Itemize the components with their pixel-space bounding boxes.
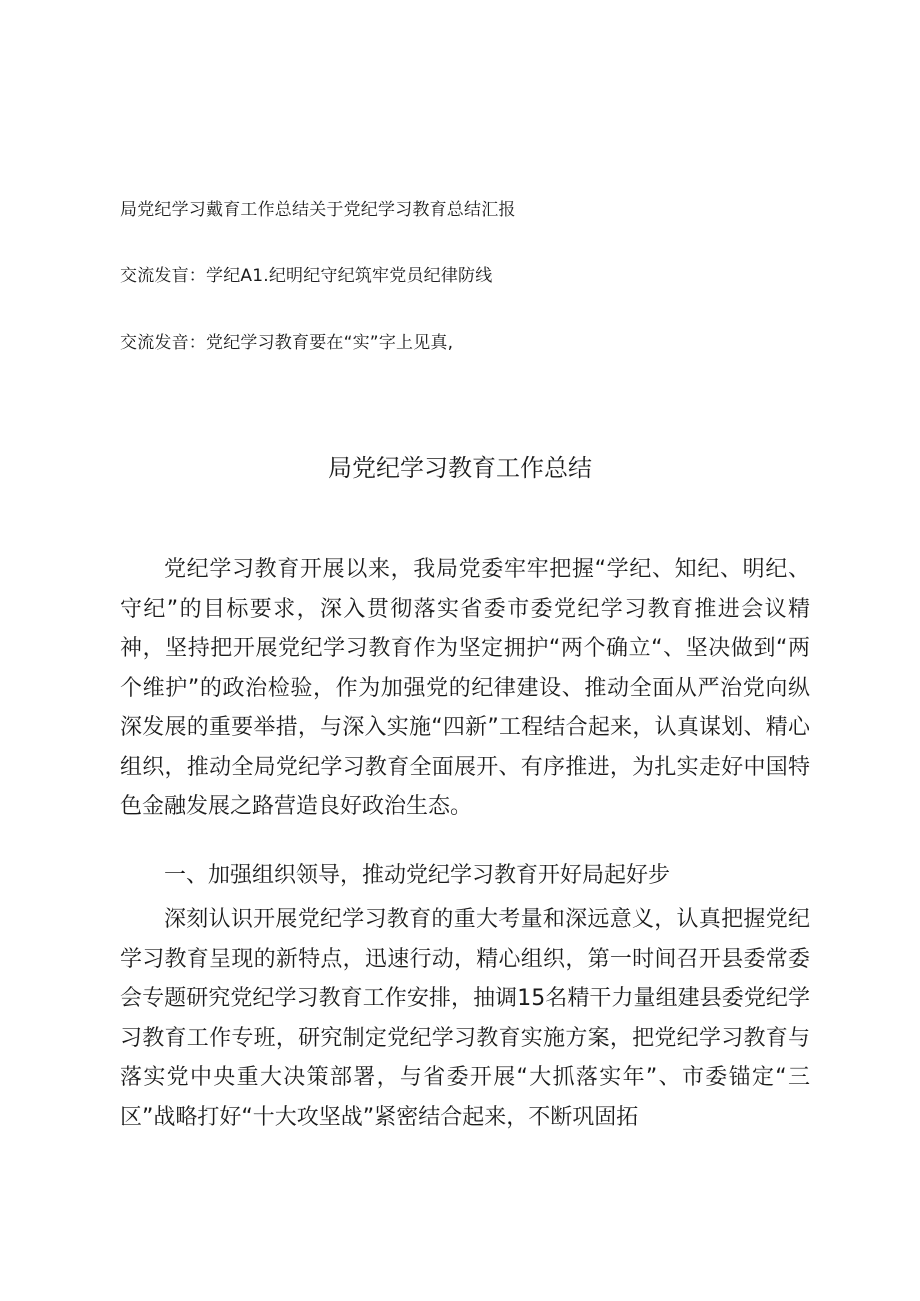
section-heading-block — [120, 856, 810, 896]
section-heading: 一、加强组织领导，推动党纪学习教育开好局起好步 — [164, 863, 671, 888]
toc-line-2: 交流发盲：学纪A1.纪明纪守纪筑牢党员纪律防线 — [120, 266, 493, 286]
body-paragraph: 党纪学习教育开展以来，我局党委牢牢把握“学纪、知纪、明纪、守纪”的目标要求，深入贯彻落实省委市委党纪学习教育推进会议精神，坚持把开展党纪学习教育作为坚定拥护“两个确立“、坚决做到“两个维护”的政治检验，作为加强党的纪律建设、推动全面从严治党向纵深发展的重要举措，与深入实施“四新”工程结合起来，认真谋划、精心组织，推动全局党纪学习教育全面展开、有序推进，为扎实走好中国特色金融发展之路营造良好政治生态。 — [120, 557, 810, 819]
body-paragraph-2-block — [120, 900, 810, 1137]
document-title: 局党纪学习教育工作总结 — [328, 454, 592, 482]
toc-line-3: 交流发音：党纪学习教育要在“实”字上见真, — [120, 333, 454, 353]
body-paragraph: 深刻认识开展党纪学习教育的重大考量和深远意义，认真把握党纪学习教育呈现的新特点，迅速行动，精心组织，第一时间召开县委常委会专题研究党纪学习教育工作安排，抽调15名精干力量组建县委党纪学习教育工作专班，研究制定党纪学习教育实施方案，把党纪学习教育与落实党中央重大决策部署，与省委开展“大抓落实年”、市委锚定“三区”战略打好“十大攻坚战”紧密结合起来，不断巩固拓 — [120, 907, 810, 1130]
toc-line-1: 局党纪学习戴育工作总结关于党纪学习教育总结汇报 — [120, 200, 516, 220]
body-paragraph-1-block — [120, 550, 810, 827]
